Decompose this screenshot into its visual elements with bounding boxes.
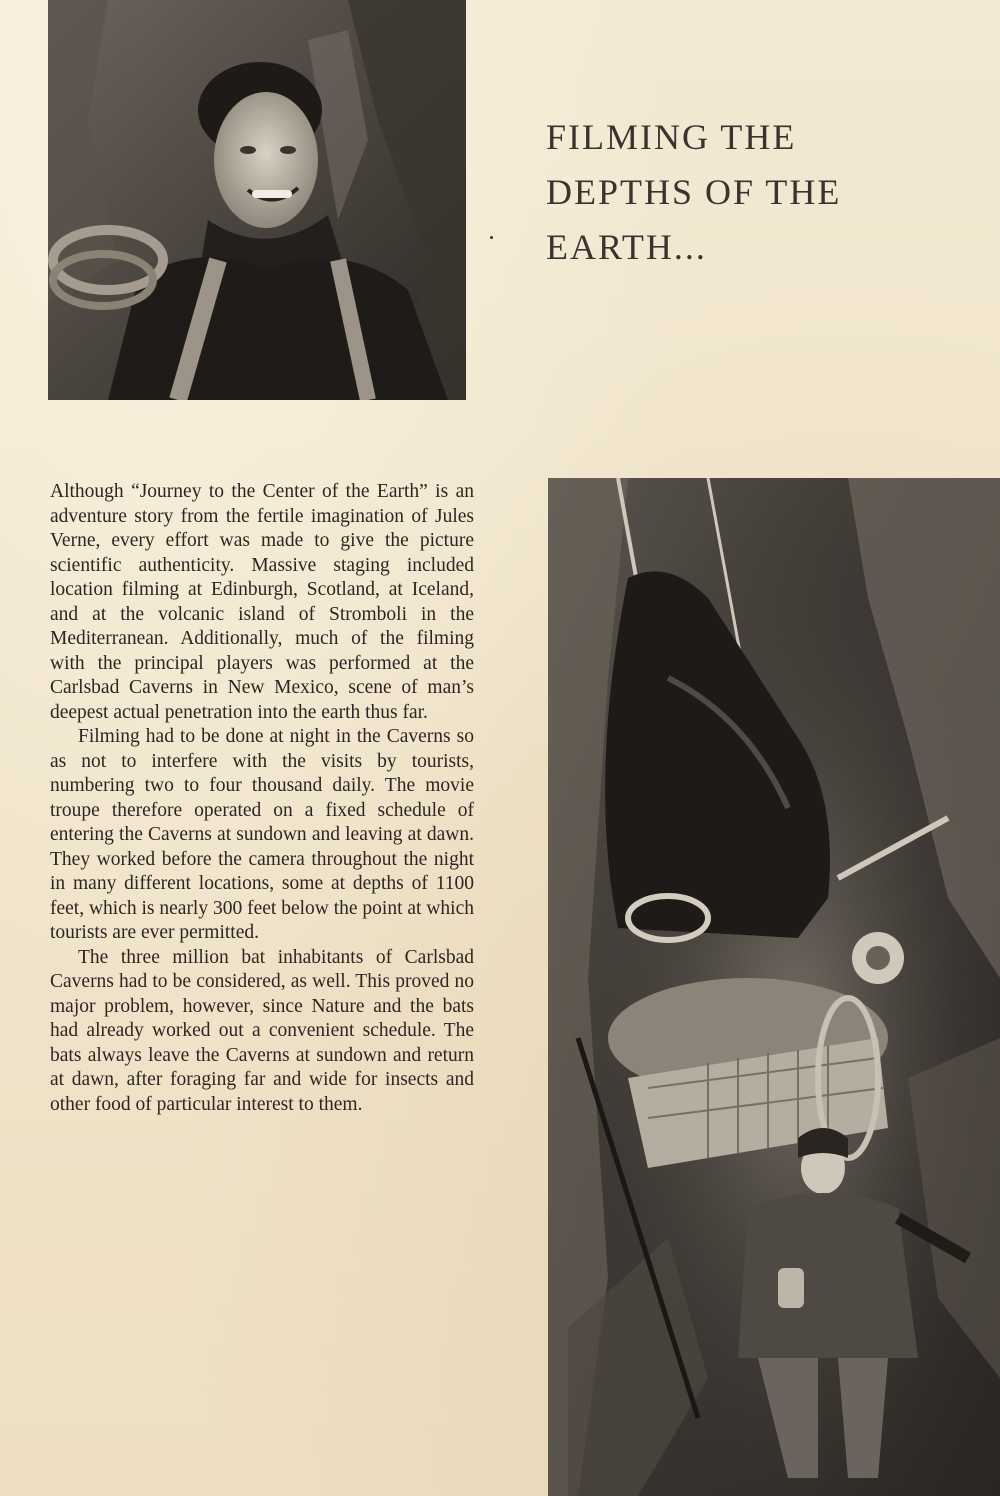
article-paragraph-2: Filming had to be done at night in the Caverns so as not to interfere with the visits by tourists, numbering two to four thousand daily. The movie troupe therefore operated on a fixed schedule of entering the Caverns at sundown and leaving at dawn. They worked before the camera throughout the night in many different locations, some at depths of 1100 feet, which is nearly 300 feet below the point at which tourists are ever permitted. bbox=[50, 726, 474, 943]
cave-descent-photo bbox=[548, 478, 1000, 1496]
article-paragraph-1: Although “Journey to the Center of the Earth” is an adventure story from the fertile imagination of Jules Verne, every effort was made to give the picture scientific authenticity. Massive staging included location filming at Edinburgh, Scotland, at Iceland, and at the volcanic island of Stromboli in the Mediterranean. Additionally, much of the filming with the principal players was performed at the Carlsbad Caverns in New Mexico, scene of man’s deepest actual penetration into the earth thus far. bbox=[50, 481, 474, 723]
portrait-photo-icon bbox=[48, 0, 466, 400]
title-line-3: EARTH... bbox=[546, 227, 707, 267]
decorative-dot bbox=[490, 236, 493, 239]
page-title bbox=[546, 110, 966, 275]
portrait-photo bbox=[48, 0, 466, 400]
title-line-1: FILMING THE bbox=[546, 117, 797, 157]
title-line-2: DEPTHS OF THE bbox=[546, 172, 842, 212]
article-paragraph-3: The three million bat inhabitants of Carlsbad Caverns had to be considered, as well. This proved no major problem, however, since Nature and the bats had already worked out a convenient schedule. The bats always leave the Caverns at sundown and return at dawn, after foraging far and wide for insects and other food of particular interest to them. bbox=[50, 946, 474, 1115]
cave-descent-photo-icon bbox=[548, 478, 1000, 1496]
article-body bbox=[50, 480, 474, 1117]
